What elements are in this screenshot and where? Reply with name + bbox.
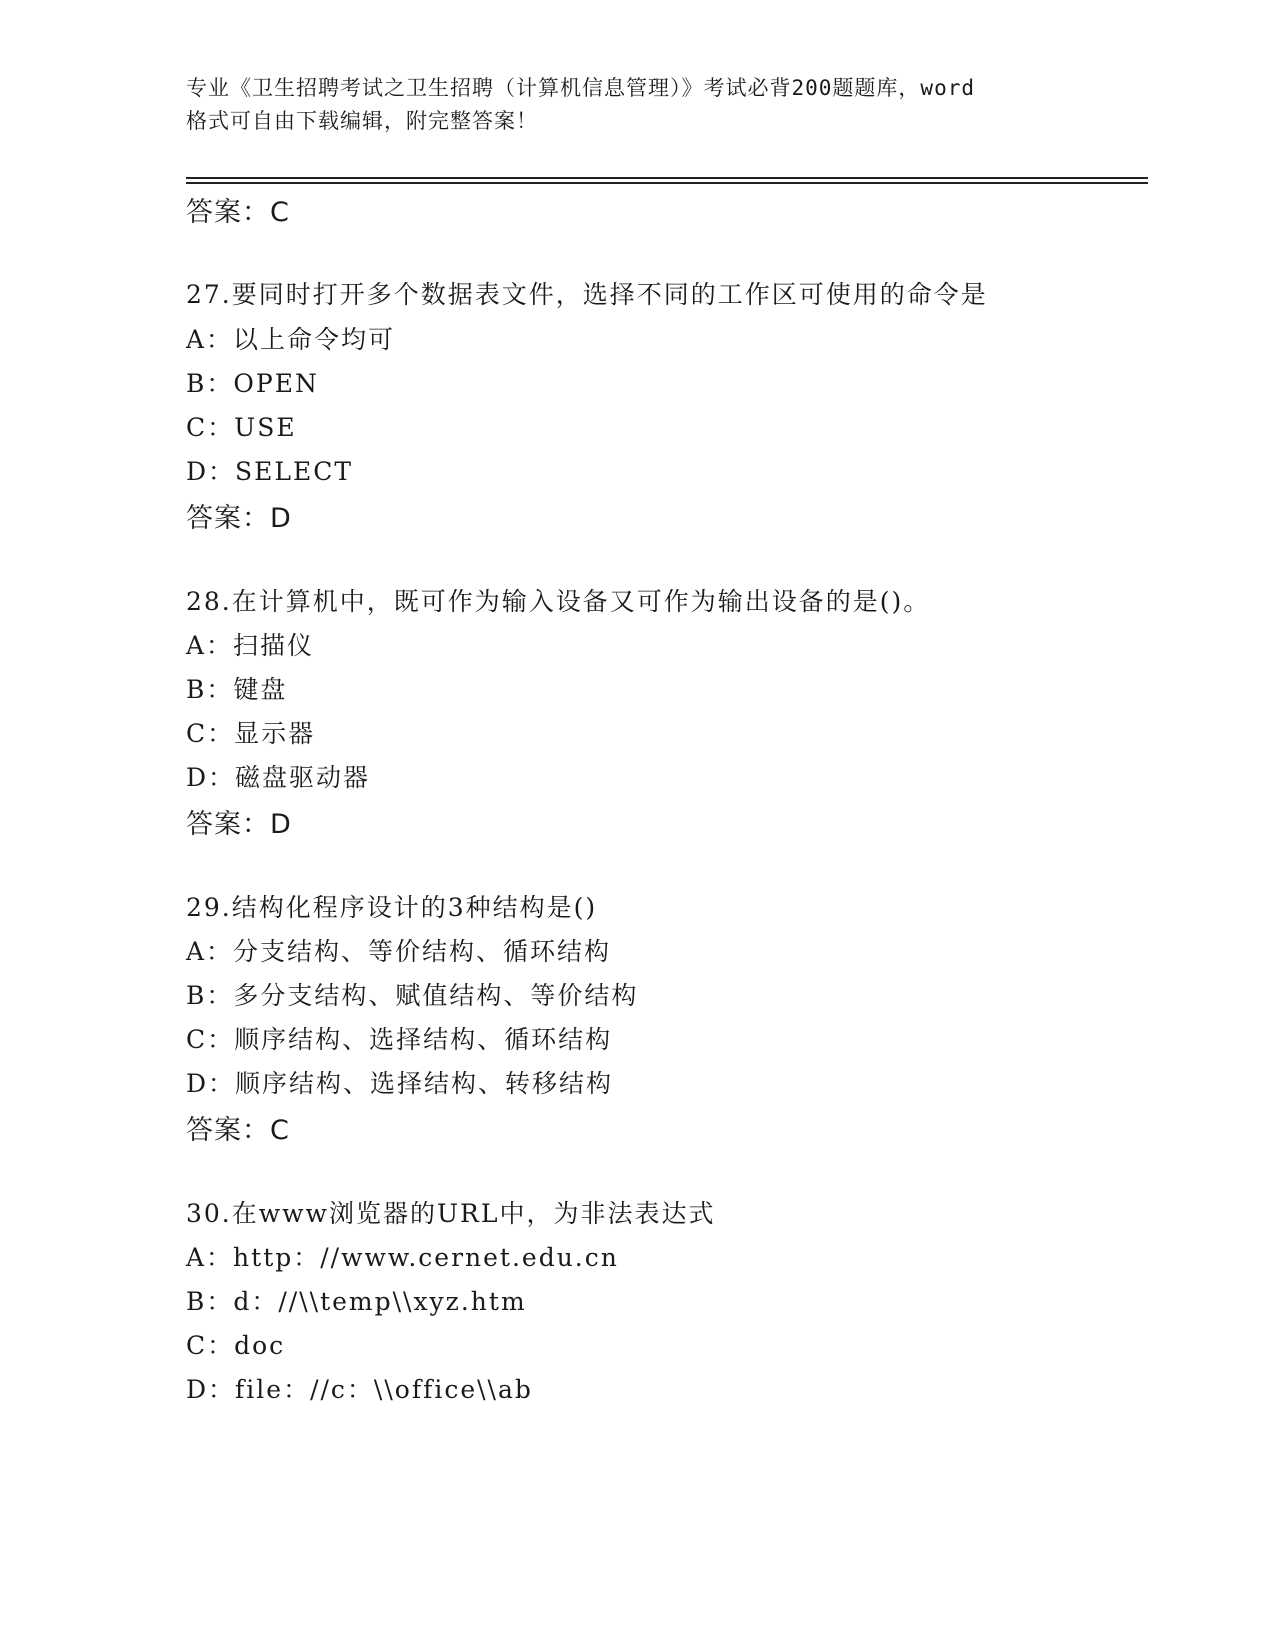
question-28-option-b: B：键盘 bbox=[186, 675, 288, 704]
question-28-option-a: A：扫描仪 bbox=[186, 631, 315, 660]
document-header bbox=[186, 72, 1086, 138]
question-28-stem: 28.在计算机中，既可作为输入设备又可作为输出设备的是()。 bbox=[186, 587, 931, 616]
question-29-option-b: B：多分支结构、赋值结构、等价结构 bbox=[186, 981, 639, 1010]
header-line-2: 格式可自由下载编辑，附完整答案！ bbox=[186, 109, 538, 133]
answer-26: 答案：C bbox=[186, 197, 290, 228]
question-30-option-a: A：http：//www.cernet.edu.cn bbox=[186, 1243, 619, 1272]
question-30-stem: 30.在www浏览器的URL中，为非法表达式 bbox=[186, 1199, 716, 1228]
question-30-option-c: C：doc bbox=[186, 1331, 286, 1360]
question-27-option-d: D：SELECT bbox=[186, 457, 354, 486]
header-rule-top bbox=[186, 177, 1148, 179]
question-28-option-c: C：显示器 bbox=[186, 719, 316, 748]
question-28-option-d: D：磁盘驱动器 bbox=[186, 763, 371, 792]
question-30-option-b: B：d：//\\temp\\xyz.htm bbox=[186, 1287, 527, 1316]
question-29-answer: 答案：C bbox=[186, 1115, 290, 1146]
question-29-option-d: D：顺序结构、选择结构、转移结构 bbox=[186, 1069, 614, 1098]
question-30-option-d: D：file：//c：\\office\\ab bbox=[186, 1375, 533, 1404]
question-27-stem: 27.要同时打开多个数据表文件，选择不同的工作区可使用的命令是 bbox=[186, 280, 988, 309]
question-27-option-a: A：以上命令均可 bbox=[186, 325, 396, 354]
question-27-answer: 答案：D bbox=[186, 503, 292, 534]
question-29-option-a: A：分支结构、等价结构、循环结构 bbox=[186, 937, 612, 966]
header-rule-bottom bbox=[186, 182, 1148, 184]
question-27-option-b: B：OPEN bbox=[186, 369, 319, 398]
question-29-stem: 29.结构化程序设计的3种结构是() bbox=[186, 893, 598, 922]
question-27-option-c: C：USE bbox=[186, 413, 297, 442]
question-28-answer: 答案：D bbox=[186, 809, 292, 840]
question-29-option-c: C：顺序结构、选择结构、循环结构 bbox=[186, 1025, 613, 1054]
header-line-1: 专业《卫生招聘考试之卫生招聘（计算机信息管理）》考试必背200题题库，word bbox=[186, 76, 975, 100]
